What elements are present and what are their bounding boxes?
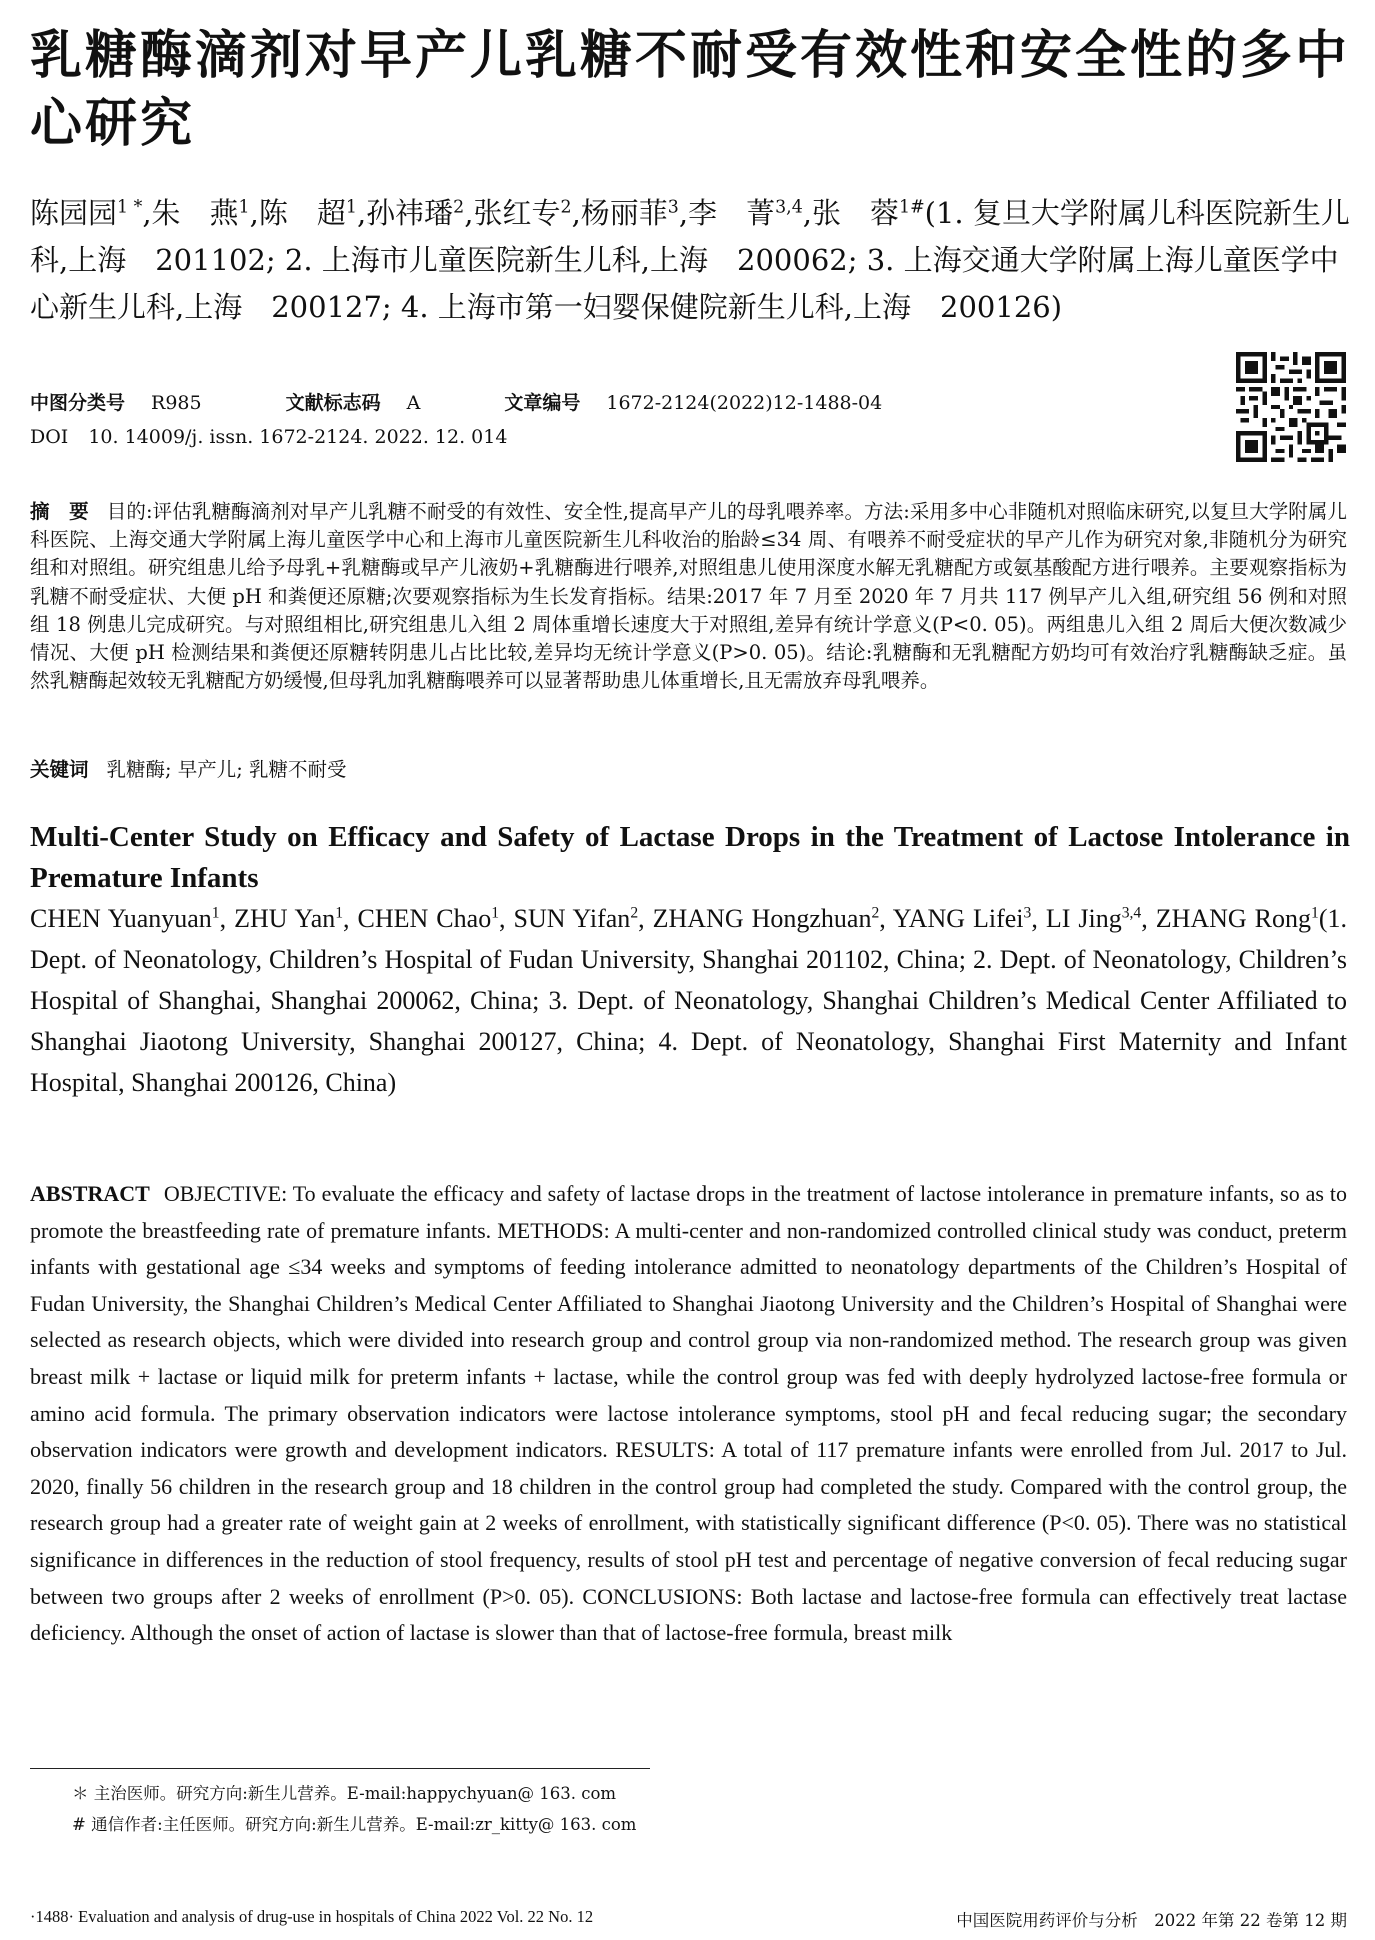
author-affiliation-mark: 3 (667, 197, 679, 218)
author-affiliation-mark: 2 (560, 197, 572, 218)
footnotes (72, 1778, 636, 1840)
english-abstract-text: OBJECTIVE: To evaluate the efficacy and safety of lactase drops in the treatment of lactose intolerance in premature infants, so as to promote the breastfeeding rate of premature infants. METHODS: A multi-center and non-randomized controlled clinical study was conduct, preterm infants with gestational age ≤34 weeks and symptoms of feeding intolerance admitted to neonatology departments of the Children’s Hospital of Fudan University, the Shanghai Children’s Medical Center Affiliated to Shanghai Jiaotong University and the Children’s Hospital of Shanghai were selected as research objects, which were divided into research group and control group via non-randomized method. The research group was given breast milk + lactase or liquid milk for preterm infants + lactase, while the control group was fed with deeply hydrolyzed lactose-free formula or amino acid formula. The primary observation indicators were lactose intolerance symptoms, stool pH and fecal reducing sugar; the secondary observation indicators were growth and development indicators. RESULTS: A total of 117 premature infants were enrolled from Jul. 2017 to Jul. 2020, finally 56 children in the research group and 18 children in the control group had completed the study. Compared with the control group, the research group had a greater rate of weight gain at 2 weeks of enrollment, with statistically significant difference (P<0. 05). There was no statistical significance in differences in the reduction of stool frequency, results of stool pH test and percentage of negative conversion of fecal reducing sugar between two groups after 2 weeks of enrollment (P>0. 05). CONCLUSIONS: Both lactase and lactose-free formula can effectively treat lactase deficiency. Although the onset of action of lactase is slower than that of lactose-free formula, breast milk (30, 1181, 1347, 1646)
chinese-keywords-text: 乳糖酶; 早产儿; 乳糖不耐受 (106, 758, 347, 781)
author-affiliation-mark: 3,4 (1121, 904, 1142, 922)
author-name: 杨丽菲 (580, 196, 668, 230)
author-name: , ZHU Yan (219, 904, 336, 933)
english-abstract-label: ABSTRACT (30, 1181, 150, 1206)
footnote-divider (30, 1768, 650, 1769)
english-affiliations: (1. Dept. of Neonatology, Children’s Hospital of Fudan University, Shanghai 201102, China; 2. Dept. of Neonatology, Children’s Hospital of Shanghai, Shanghai 200062, China; 3. Dept. of Neonatology, Shanghai Children’s Medical Center Affiliated to Shanghai Jiaotong University, Shanghai 200127, China; 4. Dept. of Neonatology, Shanghai First Maternity and Infant Hospital, Shanghai 200126, China) (30, 904, 1347, 1097)
author-name: , LI Jing (1031, 904, 1122, 933)
author-affiliation-mark: 2 (871, 904, 880, 922)
chinese-affiliations: (1. 复旦大学附属儿科医院新生儿科,上海 201102; 2. 上海市儿童医院新生儿科,上海 200062; 3. 上海交通大学附属上海儿童医学中心新生儿科,上海 200127; 4. 上海市第一妇婴保健院新生儿科,上海 200126) (30, 196, 1350, 324)
doi-line (30, 426, 507, 448)
author-affiliation-mark: 3 (1023, 904, 1032, 922)
chinese-abstract-text: 目的:评估乳糖酶滴剂对早产儿乳糖不耐受的有效性、安全性,提高早产儿的母乳喂养率。方法:采用多中心非随机对照临床研究,以复旦大学附属儿科医院、上海交通大学附属上海儿童医学中心和上海市儿童医院新生儿科收治的胎龄≤34 周、有喂养不耐受症状的早产儿作为研究对象,非随机分为研究组和对照组。研究组患儿给予母乳+乳糖酶或早产儿液奶+乳糖酶进行喂养,对照组患儿使用深度水解无乳糖配方或氨基酸配方进行喂养。主要观察指标为乳糖不耐受症状、大便 pH 和粪便还原糖;次要观察指标为生长发育指标。结果:2017 年 7 月至 2020 年 7 月共 117 例早产儿入组,研究组 56 例和对照组 18 例患儿完成研究。与对照组相比,研究组患儿入组 2 周体重增长速度大于对照组,差异有统计学意义(P<0. 05)。两组患儿入组 2 周后大便次数减少情况、大便 pH 检测结果和粪便还原糖转阴患儿占比比较,差异均无统计学意义(P>0. 05)。结论:乳糖酶和无乳糖配方奶均可有效治疗乳糖酶缺乏症。虽然乳糖酶起效较无乳糖配方奶缓慢,但母乳加乳糖酶喂养可以显著帮助患儿体重增长,且无需放弃母乳喂养。 (30, 500, 1347, 693)
author-affiliation-mark: 1 (1311, 904, 1319, 922)
english-title: Multi-Center Study on Efficacy and Safety of Lactase Drops in the Treatment of Lactose Intolerance in Premature Infants (30, 821, 1350, 894)
author-affiliation-mark: 1 * (117, 197, 143, 218)
author-name: , YANG Lifei (879, 904, 1024, 933)
author-affiliation-mark: 1 (345, 197, 357, 218)
document-code-value: A (406, 392, 421, 414)
chinese-abstract-label: 摘 要 (30, 500, 89, 523)
author-affiliation-mark: 1 (211, 904, 220, 922)
page-footer-journal-cn: 中国医院用药评价与分析 2022 年第 22 卷第 12 期 (956, 1911, 1347, 1930)
author-name: , ZHANG Hongzhuan (638, 904, 872, 933)
author-affiliation-mark: 1# (899, 197, 925, 218)
footnote-corresponding-1: ＊ 主治医师。研究方向:新生儿营养。E-mail:happychyuan@ 163. com (72, 1784, 617, 1803)
chinese-keywords (30, 756, 1347, 784)
author-name: 陈 超 (258, 196, 346, 230)
qr-code-icon (1236, 352, 1346, 462)
article-number-label: 文章编号 (504, 392, 581, 414)
chinese-keywords-label: 关键词 (30, 758, 89, 781)
author-name: CHEN Yuanyuan (30, 904, 212, 933)
author-name: 陈园园 (30, 196, 118, 230)
footnote-corresponding-2: # 通信作者:主任医师。研究方向:新生儿营养。E-mail:zr_kitty@ 163. com (72, 1815, 637, 1834)
clc-label: 中图分类号 (30, 392, 126, 414)
author-name: 朱 燕 (151, 196, 239, 230)
author-name: 张红专 (473, 196, 561, 230)
author-name: 张 蓉 (812, 196, 900, 230)
classification-line (30, 388, 882, 415)
page-footer-journal-en: ·1488· Evaluation and analysis of drug-use in hospitals of China 2022 Vol. 22 No. 12 (30, 1907, 594, 1926)
chinese-abstract (30, 498, 1347, 695)
document-code-label: 文献标志码 (285, 392, 381, 414)
author-name: , CHEN Chao (343, 904, 492, 933)
author-affiliation-mark: 2 (453, 197, 465, 218)
english-author-list (30, 898, 1347, 1103)
author-affiliation-mark: 1 (335, 904, 344, 922)
author-affiliation-mark: 1 (238, 197, 250, 218)
author-affiliation-mark: 2 (630, 904, 639, 922)
author-affiliation-mark: 1 (491, 904, 499, 922)
author-name: 李 菁 (688, 196, 776, 230)
chinese-title: 乳糖酶滴剂对早产儿乳糖不耐受有效性和安全性的多中心研究 (30, 25, 1351, 154)
doi-value: 10. 14009/j. issn. 1672-2124. 2022. 12. 014 (88, 426, 508, 448)
english-abstract (30, 1176, 1347, 1652)
article-number-value: 1672-2124(2022)12-1488-04 (606, 392, 883, 414)
author-name: 孙祎璠 (366, 196, 454, 230)
chinese-author-list: 陈园园$^{1 *}$,朱 燕$^1$,陈 超$^1$,孙祎璠$^2$,张红专$^2$,杨丽菲$^3$,李 菁$^{3,4}$,张 蓉$^{1\#}$(1. 复旦大学附属儿科医院新生儿科,上海 201102; 2. 上海市儿童医院新生儿科,上海 200062; 3. 上海交通大学附属上海儿童医学中心新生儿科,上海 200127; 4. 上海市第一妇婴保健院新生儿科,上海 200126) (30, 196, 1350, 324)
author-name: , SUN Yifan (499, 904, 631, 933)
clc-value: R985 (151, 392, 202, 414)
author-name: , ZHANG Rong (1141, 904, 1312, 933)
doi-label: DOI (30, 426, 69, 448)
author-affiliation-mark: 3,4 (775, 197, 803, 218)
